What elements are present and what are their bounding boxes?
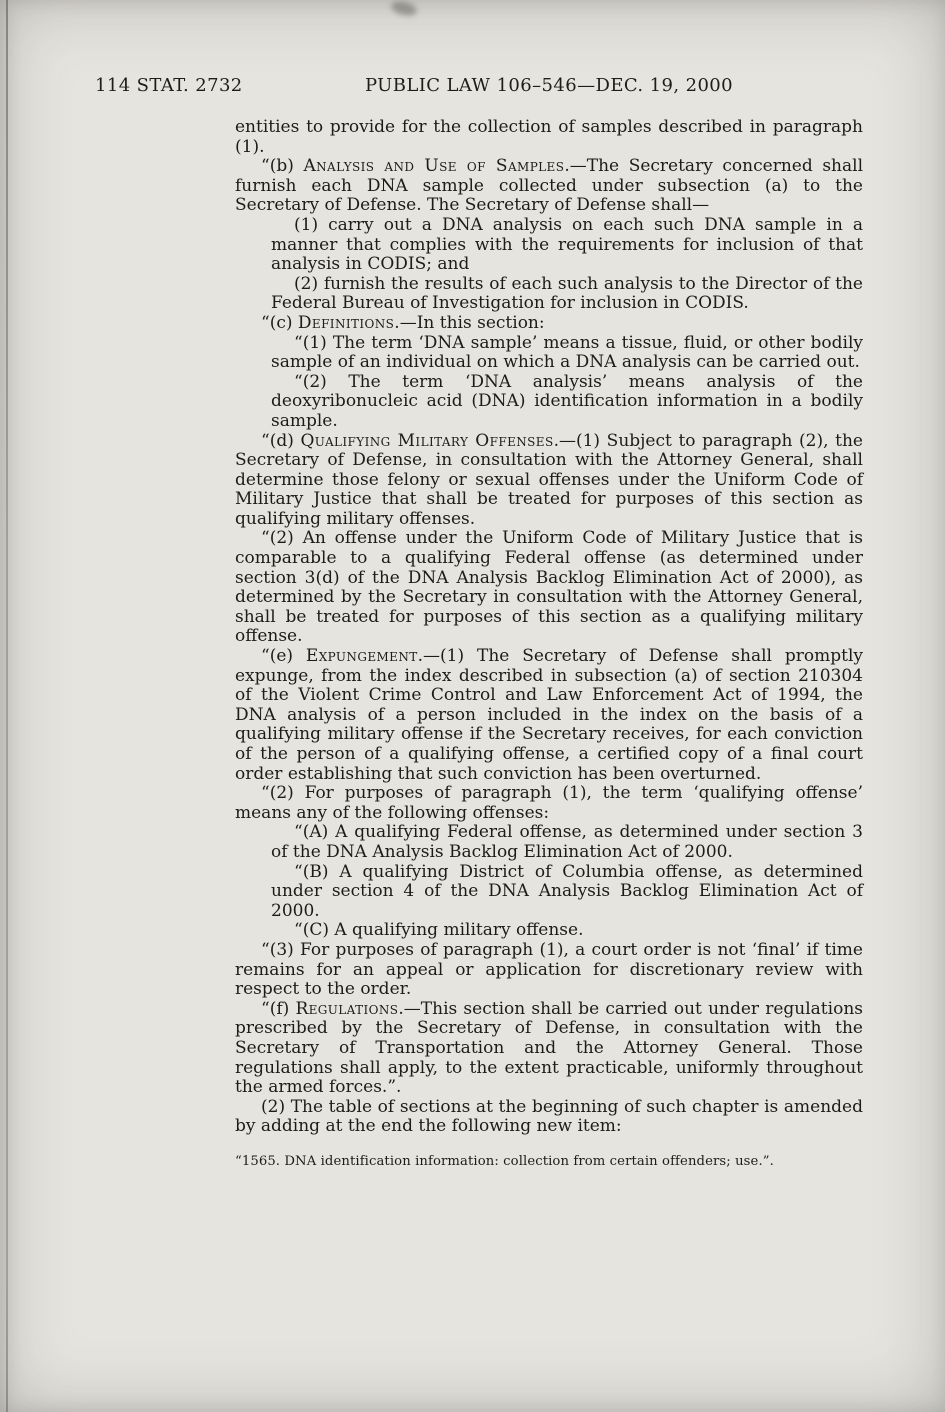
- para-d-2: “(2) An offense under the Uniform Code of Military Justice that is comparable to a qualifying Federal offense (as determined under section 3(d) of the DNA Analysis Backlog Elimination Act of 2000), as determined by the Secretary in consultation with the Attorney General, shall be treated for purposes of this section as a qualifying military offense.: [235, 528, 863, 647]
- para-e-2-C: “(C) A qualifying military offense.: [294, 920, 584, 941]
- para-d: “(d) Qualifying Military Offenses.—(1) Subject to paragraph (2), the Secretary of Defense, in consultation with the Attorney General, shall determine those felony or sexual offenses under the Uniform Code of Military Justice that shall be treated for purposes of this section as qualifying military offenses.: [235, 430, 863, 529]
- para-e-2-A: “(A) A qualifying Federal offense, as determined under section 3 of the DNA Analysis Backlog Elimination Act of 2000.: [271, 822, 863, 862]
- scan-smudge-artifact: [390, 0, 418, 18]
- stat-page-number: 114 STAT. 2732: [95, 75, 243, 96]
- para-c: “(c) Definitions.—In this section:: [261, 312, 545, 333]
- para-continuation: entities to provide for the collection of samples described in paragraph (1).: [235, 117, 863, 157]
- para-e: “(e) Expungement.—(1) The Secretary of Defense shall promptly expunge, from the index described in subsection (a) of section 210304 of the Violent Crime Control and Law Enforcement Act of 1994, the DNA analysis of a person included in the index on the basis of a qualifying military offense if the Secretary receives, for each conviction of the person of a qualifying offense, a certified copy of a final court order establishing that such conviction has been overturned.: [235, 646, 863, 784]
- para-b-1: (1) carry out a DNA analysis on each such DNA sample in a manner that complies with the requirements for inclusion of that analysis in CODIS; and: [271, 214, 863, 275]
- statute-body: [235, 118, 863, 1170]
- page-header: [0, 75, 945, 99]
- para-f: “(f) Regulations.—This section shall be carried out under regulations prescribed by the Secretary of Defense, in consultation with the Secretary of Transportation and the Attorney General. Those regulations shall apply, to the extent practicable, uniformly throughout the armed forces.”.: [235, 998, 863, 1098]
- para-b: “(b) Analysis and Use of Samples.—The Secretary concerned shall furnish each DNA sample collected under subsection (a) to the Secretary of Defense. The Secretary of Defense shall—: [235, 156, 864, 216]
- para-c-2: “(2) The term ‘DNA analysis’ means analysis of the deoxyribonucleic acid (DNA) identification information in a bodily sample.: [271, 371, 863, 431]
- para-e-2: “(2) For purposes of paragraph (1), the term ‘qualifying offense’ means any of the following offenses:: [235, 783, 863, 823]
- scan-edge-artifact: [6, 0, 8, 1412]
- para-amendment-2: (2) The table of sections at the beginning of such chapter is amended by adding at the end the following new item:: [235, 1096, 863, 1137]
- para-e-2-B: “(B) A qualifying District of Columbia offense, as determined under section 4 of the DNA Analysis Backlog Elimination Act of 2000.: [271, 861, 863, 921]
- law-title: PUBLIC LAW 106–546—DEC. 19, 2000: [364, 75, 733, 96]
- para-c-1: “(1) The term ‘DNA sample’ means a tissue, fluid, or other bodily sample of an individual on which a DNA analysis can be carried out.: [271, 332, 863, 373]
- para-b-2: (2) furnish the results of each such analysis to the Director of the Federal Bureau of Investigation for inclusion in CODIS.: [271, 273, 863, 314]
- table-of-sections-item: “1565. DNA identification information: collection from certain offenders; use.”.: [235, 1153, 774, 1169]
- para-e-3: “(3) For purposes of paragraph (1), a court order is not ‘final’ if time remains for an appeal or application for discretionary review with respect to the order.: [235, 939, 863, 1000]
